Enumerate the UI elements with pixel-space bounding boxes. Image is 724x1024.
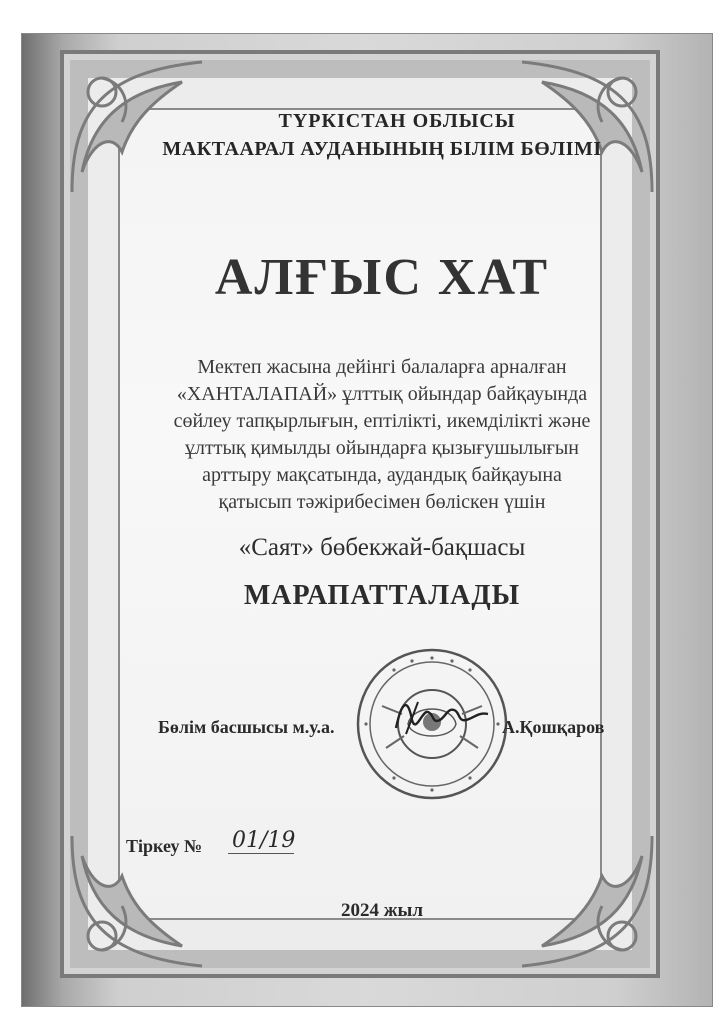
signatory-name: А.Қошқаров xyxy=(502,717,605,737)
region-heading: ТҮРКІСТАН ОБЛЫСЫ xyxy=(278,110,516,132)
signature-label: Бөлім басшысы м.у.а. xyxy=(158,717,335,737)
body-line: арттыру мақсатында, аудандық байқауына xyxy=(202,464,562,486)
body-line: Мектеп жасына дейінгі балаларға арналған xyxy=(197,356,567,378)
body-line: ұлттық қимылды ойындарға қызығушылығын xyxy=(185,437,579,459)
award-heading: МАРАПАТТАЛАДЫ xyxy=(243,580,521,611)
certificate-title: АЛҒЫС ХАТ xyxy=(214,249,550,306)
handwritten-signature-image xyxy=(388,690,498,740)
body-line: сөйлеу тапқырлығын, ептілікті, икемділікті және xyxy=(173,410,591,432)
registration-number: 01/19 xyxy=(228,828,294,854)
institution-name: «Саят» бөбекжай-бақшасы xyxy=(238,534,526,561)
body-line: қатысып тәжірибесімен бөліскен үшін xyxy=(218,491,546,513)
department-heading: МАКТААРАЛ АУДАНЫНЫҢ БІЛІМ БӨЛІМІ xyxy=(162,138,602,160)
issue-year: 2024 жыл xyxy=(340,900,424,921)
registration-label: Тіркеу № xyxy=(126,836,203,856)
body-line: «ХАНТАЛАПАЙ» ұлттық ойындар байқауында xyxy=(176,383,588,405)
